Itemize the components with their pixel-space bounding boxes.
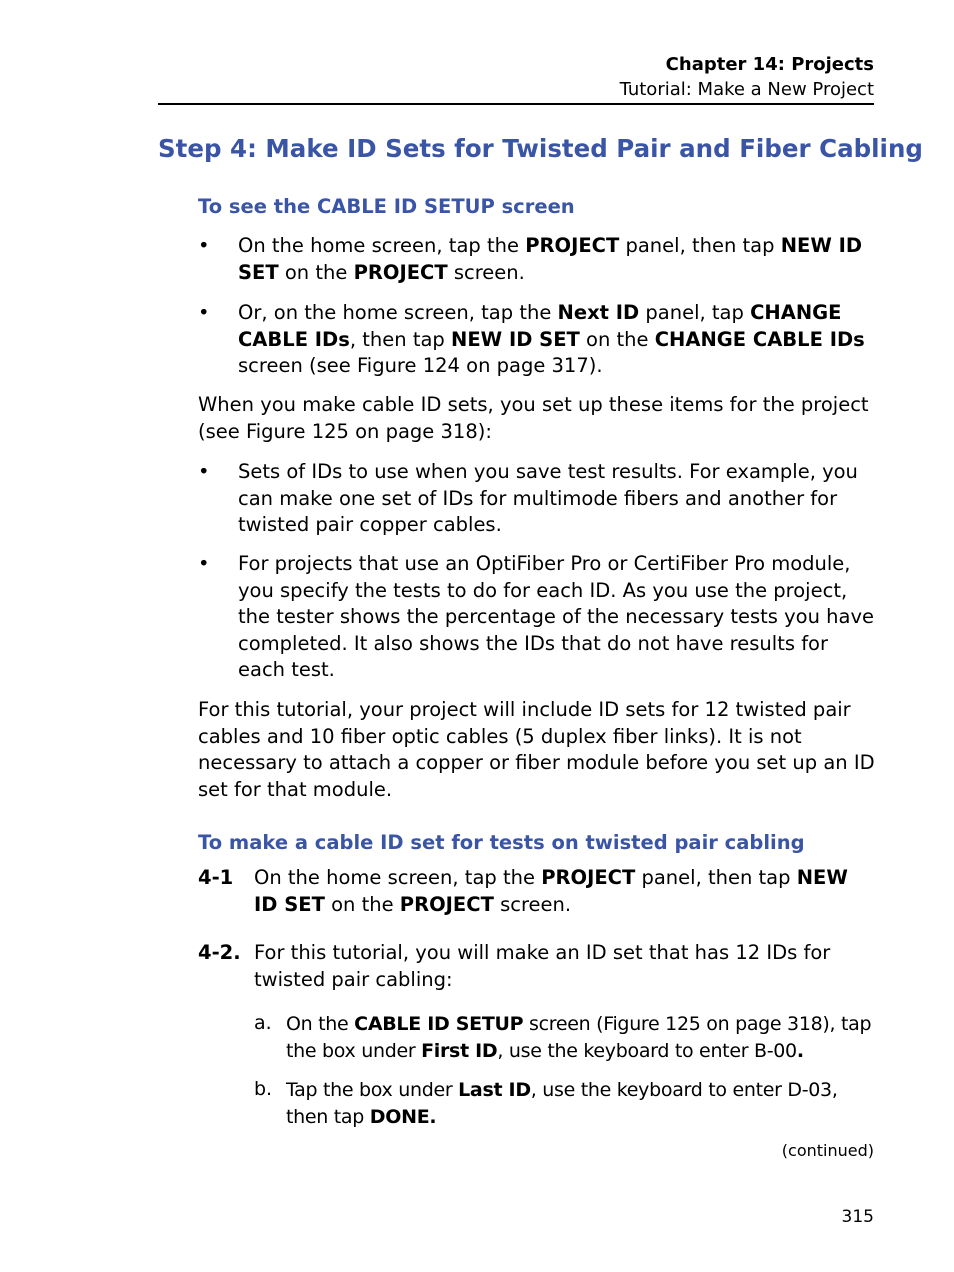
step-number: 4-2. — [198, 941, 241, 964]
step-4-2-text: For this tutorial, you will make an ID set that has 12 IDs for twisted pair cabling: — [254, 941, 831, 991]
substep-label: a. — [254, 1012, 272, 1034]
bullet-marker: • — [198, 460, 210, 483]
chapter-header: Chapter 14: Projects — [665, 54, 874, 75]
tutorial-paragraph: For this tutorial, your project will include ID sets for 12 twisted pair cables and 10 fiber optic cables (5 duplex fiber links). It is not necessary to attach a copper or fiber module before you set up an ID set for that module. — [198, 698, 875, 801]
substep-label: b. — [254, 1078, 273, 1100]
bullet-marker: • — [198, 234, 210, 257]
bullet-item-2: Or, on the home screen, tap the Next ID panel, tap CHANGE CABLE IDs, then tap NEW ID SET on the CHANGE CABLE IDs screen (see Figure 124 on page 317). — [238, 301, 865, 377]
bullet-item-4: For projects that use an OptiFiber Pro or CertiFiber Pro module, you specify the tests to do for each ID. As you use the project, the tester shows the percentage of the necessary tests you have completed. It also shows the IDs that do not have results for each test. — [238, 552, 874, 681]
substep-b-text: Tap the box under Last ID, use the keyboard to enter D-03, then tap DONE. — [286, 1079, 838, 1128]
step-number: 4-1 — [198, 866, 234, 889]
header-rule — [158, 103, 874, 105]
substep-a-text: On the CABLE ID SETUP screen (Figure 125 on page 318), tap the box under First ID, use the keyboard to enter B-00. — [286, 1013, 872, 1062]
intro-paragraph: When you make cable ID sets, you set up these items for the project (see Figure 125 on page 318): — [198, 393, 869, 443]
bullet-item-3: Sets of IDs to use when you save test results. For example, you can make one set of IDs for multimode fibers and another for twisted pair copper cables. — [238, 460, 858, 536]
continued-note: (continued) — [781, 1141, 874, 1160]
page-number: 315 — [841, 1207, 874, 1227]
bullet-marker: • — [198, 552, 210, 575]
page-title: Step 4: Make ID Sets for Twisted Pair and Fiber Cabling — [158, 134, 923, 163]
section-header: Tutorial: Make a New Project — [619, 79, 874, 100]
bullet-item-1: On the home screen, tap the PROJECT panel, then tap NEW ID SET on the PROJECT screen. — [238, 234, 863, 284]
subheading-cable-id-setup: To see the CABLE ID SETUP screen — [198, 195, 575, 218]
step-4-1-text: On the home screen, tap the PROJECT panel, then tap NEW ID SET on the PROJECT screen. — [254, 866, 848, 916]
bullet-marker: • — [198, 301, 210, 324]
subheading-twisted-pair: To make a cable ID set for tests on twisted pair cabling — [198, 831, 805, 854]
